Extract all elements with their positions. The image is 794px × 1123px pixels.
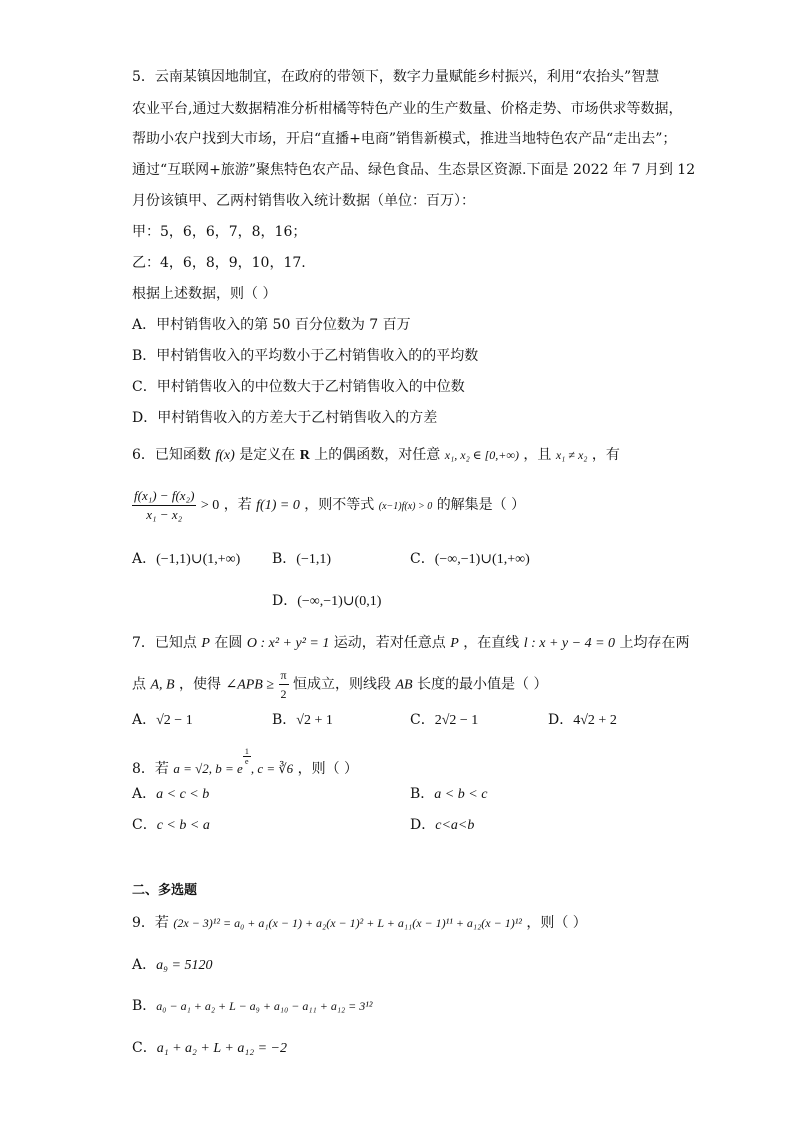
q5-line-3: 帮助小农户找到大市场，开启“直播+电商”销售新模式，推进当地特色农产品“走出去”；	[132, 131, 677, 147]
q7-text: 运动，若对任意点	[333, 635, 446, 651]
q6-line-2	[132, 485, 525, 527]
q8-expr-ab: a = √2, b = e	[173, 761, 243, 776]
q5-option-d: D．甲村销售收入的方差大于乙村销售收入的方差	[132, 410, 438, 426]
option-value: (−1,1)	[296, 552, 332, 567]
option-value: √2 − 1	[156, 713, 193, 728]
option-label: C．	[410, 712, 435, 728]
q8-option-c	[132, 815, 210, 836]
q8-text: ，则（ ）	[297, 761, 359, 777]
option-value: a₁ + a₂ + L + a₁₂ = −2	[156, 1041, 287, 1056]
q7-line-2	[132, 666, 547, 704]
q6-text: 上的偶函数，对任意	[314, 447, 441, 463]
q5-line-2: 农业平台,通过大数据精准分析柑橘等特色产业的生产数量、价格走势、市场供求等数据，	[132, 101, 683, 117]
option-value: (−∞,−1)∪(1,+∞)	[434, 552, 530, 567]
q7-segment-ab: AB	[395, 677, 413, 693]
q7-points-ab: A, B	[150, 677, 175, 693]
q7-text: 7．已知点	[132, 635, 197, 651]
q6-fraction	[132, 487, 196, 524]
q5-line-5: 月份该镇甲、乙两村销售收入统计数据（单位：百万）：	[132, 193, 475, 209]
frac-num: π	[279, 666, 289, 685]
option-label: A．	[132, 957, 157, 973]
q5-line-4: 通过“互联网+旅游”聚焦特色农产品、绿色食品、生态景区资源.下面是 2022 年 7 月到 12	[132, 162, 696, 178]
option-label: B．	[132, 998, 157, 1014]
option-label: D．	[548, 712, 574, 728]
q9-option-c	[132, 1038, 287, 1059]
q9-expansion: (2x − 3)¹² = a₀ + a₁(x − 1) + a₂(x − 1)² + L + a₁₁(x − 1)¹¹ + a₁₂(x − 1)¹²	[173, 916, 522, 930]
option-label: D．	[410, 817, 436, 833]
option-value: (−∞,−1)∪(0,1)	[297, 594, 382, 609]
q6-neq: x₁ ≠ x₂	[555, 448, 588, 462]
q6-option-d	[272, 591, 381, 612]
q6-gt0: > 0	[200, 498, 220, 513]
q6-text: ，若	[223, 497, 252, 513]
option-label: C．	[132, 817, 157, 833]
option-value: a < b < c	[434, 787, 488, 802]
frac-num: 1	[244, 747, 249, 756]
q9-text: ，则（ ）	[526, 915, 587, 931]
q8-exponent	[243, 747, 251, 766]
q5-option-c: C．甲村销售收入的中位数大于乙村销售收入的中位数	[132, 379, 465, 395]
q7-point-p: P	[450, 636, 459, 651]
q8-option-a	[132, 784, 209, 805]
q6-vars: x₁, x₂ ∈ [0,+∞)	[444, 448, 519, 462]
option-value: c < b < a	[156, 818, 210, 833]
option-value: a₀ − a₁ + a₂ + L − a₉ + a₁₀ − a₁₁ + a₁₂ = 3¹²	[156, 999, 373, 1013]
q6-option-a	[132, 549, 240, 570]
option-label: A．	[132, 551, 157, 567]
option-label: C．	[410, 551, 435, 567]
q6-text: ，且	[523, 447, 552, 463]
q7-circle: O : x² + y² = 1	[246, 636, 330, 651]
option-label: C．	[132, 1040, 157, 1056]
q6-fx: f(x)	[215, 448, 235, 463]
q8-expr-c: , c = ∛6	[250, 761, 294, 776]
q7-option-c	[410, 710, 478, 731]
q7-line-1	[132, 633, 690, 654]
q5-data-yi: 乙：4，6，8，9，10，17.	[132, 255, 306, 271]
q6-text: ，则不等式	[304, 497, 375, 513]
option-label: B．	[272, 712, 297, 728]
q6-line-1	[132, 445, 620, 466]
q7-option-b	[272, 710, 333, 731]
q6-option-c	[410, 549, 530, 570]
q9-option-b	[132, 996, 372, 1016]
option-value: 4√2 + 2	[573, 713, 617, 728]
option-value: a < c < b	[156, 787, 210, 802]
q5-prompt: 根据上述数据，则（ ）	[132, 286, 277, 302]
q5-option-a: A．甲村销售收入的第 50 百分位数为 7 百万	[132, 317, 411, 333]
q8-option-b	[410, 784, 487, 805]
q7-point-p: P	[201, 636, 210, 651]
q6-f1: f(1) = 0	[256, 498, 300, 513]
q6-text: ，有	[591, 447, 620, 463]
q7-text: ，在直线	[463, 635, 520, 651]
q7-text: 恒成立，则线段	[293, 676, 392, 693]
q9-text: 9．若	[132, 915, 169, 931]
q7-line-eq: l : x + y − 4 = 0	[523, 636, 616, 651]
q7-text: 点	[132, 676, 146, 693]
option-label: B．	[272, 551, 297, 567]
option-label: A．	[132, 786, 157, 802]
q6-frac-num: f(x₁) − f(x₂)	[132, 487, 196, 506]
q6-option-b	[272, 549, 331, 570]
q8-line-1	[132, 747, 358, 779]
q6-text: 6．已知函数	[132, 447, 211, 463]
q7-text: 长度的最小值是（ ）	[417, 676, 548, 693]
q5-data-jia: 甲：5，6，6，7，8，16；	[132, 224, 307, 240]
option-label: A．	[132, 712, 157, 728]
q8-text: 8．若	[132, 761, 169, 777]
option-label: B．	[410, 786, 435, 802]
q7-text: ，使得	[179, 676, 222, 693]
q9-option-a	[132, 955, 212, 976]
q6-text: 是定义在	[239, 447, 296, 463]
q7-option-a	[132, 710, 193, 731]
q6-inequality: (x−1)f(x) > 0	[378, 501, 433, 512]
option-value: (−1,1)∪(1,+∞)	[156, 552, 241, 567]
q6-frac-den: x₁ − x₂	[146, 506, 183, 522]
q7-text: 上均存在两	[619, 635, 690, 651]
option-value: c<a<b	[435, 818, 475, 833]
option-value: √2 + 1	[296, 713, 333, 728]
q6-text: 的解集是（ ）	[436, 497, 526, 513]
option-value: 2√2 − 1	[434, 713, 479, 728]
q8-option-d	[410, 815, 474, 836]
q7-angle: ∠APB ≥	[225, 677, 275, 693]
q7-option-d	[548, 710, 617, 731]
q9-line-1	[132, 913, 587, 933]
q7-text: 在圆	[214, 635, 243, 651]
q6-real-set: R	[299, 448, 310, 463]
q7-pi-over-2	[279, 666, 289, 703]
q5-option-b: B．甲村销售收入的平均数小于乙村销售收入的的平均数	[132, 348, 479, 364]
frac-den: e	[245, 757, 249, 766]
option-label: D．	[272, 593, 298, 609]
section-heading-multiple-choice: 二、多选题	[132, 883, 198, 898]
option-value: a₉ = 5120	[156, 958, 213, 973]
frac-den: 2	[280, 687, 287, 701]
q5-line-1: 5．云南某镇因地制宜，在政府的带领下，数字力量赋能乡村振兴，利用“农抬头”智慧	[132, 69, 660, 85]
